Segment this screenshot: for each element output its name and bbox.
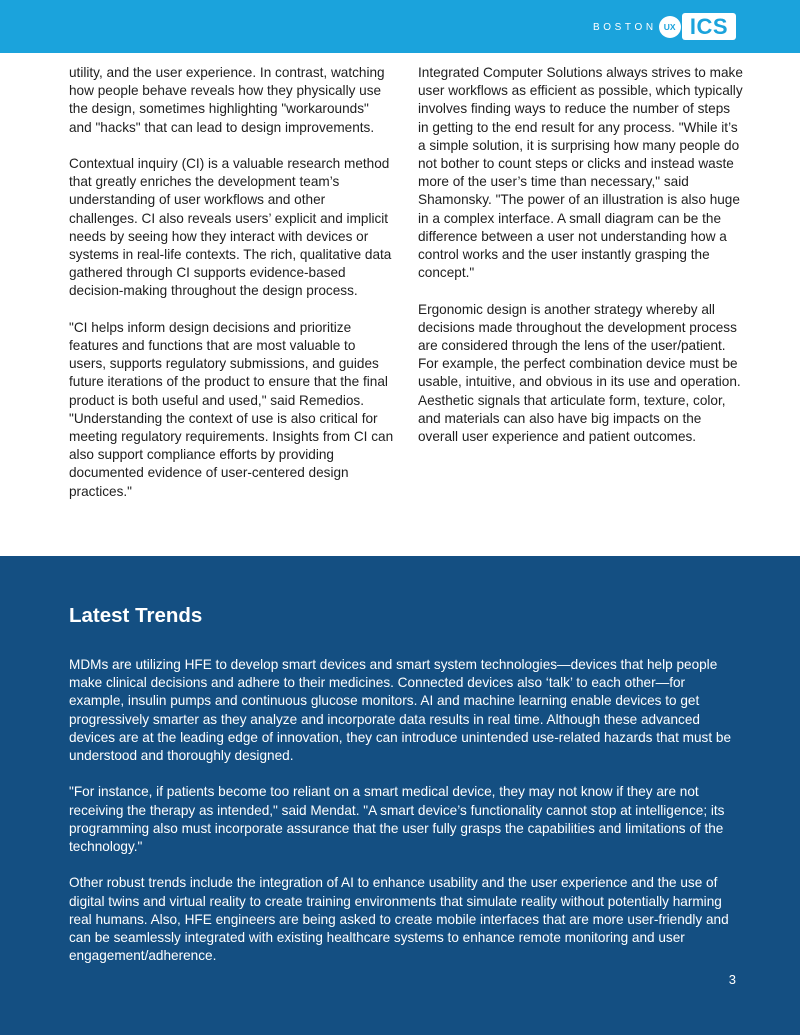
page-number: 3 bbox=[728, 972, 736, 987]
boston-ux-logo bbox=[593, 14, 681, 40]
ics-logo: ICS bbox=[682, 13, 736, 40]
latest-trends-section bbox=[0, 556, 800, 1035]
trends-body bbox=[69, 656, 739, 984]
right-paragraph-2: Ergonomic design is another strategy whereby all decisions made throughout the development process are considered through the lens of the user/patient. For example, the perfect combination device must be usable, intuitive, and obvious in its use and operation. Aesthetic signals that articulate form, texture, color, and materials can also have big impacts on the overall user experience and patient outcomes. bbox=[418, 301, 741, 445]
section-heading: Latest Trends bbox=[69, 604, 203, 627]
header-bar bbox=[0, 0, 800, 53]
right-column bbox=[418, 64, 744, 464]
left-paragraph-2: Contextual inquiry (CI) is a valuable research method that greatly enriches the development team’s understanding of user workflows and other challenges. CI also reveals users’ explicit and implicit needs by seeing how they interact with devices or systems in real-life contexts. The rich, qualitative data gathered through CI supports evidence-based decision-making throughout the design process. bbox=[69, 156, 392, 299]
left-paragraph-1: utility, and the user experience. In contrast, watching how people behave reveals how they physically use the design, sometimes highlighting "workarounds" and "hacks" that can lead to design improvements. bbox=[69, 65, 385, 135]
left-column bbox=[69, 64, 395, 519]
trends-paragraph-1: MDMs are utilizing HFE to develop smart devices and smart system technologies—devices that help people make clinical decisions and adhere to their medicines. Connected devices also ‘talk’ to each other—for example, insulin pumps and continuous glucose monitors. AI and machine learning enable devices to get progressively smarter as they analyze and incorporate data results in real time. Although these advanced devices are at the leading edge of innovation, they can introduce unintended use-related hazards that must be understood and thoroughly designed. bbox=[69, 657, 732, 764]
trends-paragraph-2: "For instance, if patients become too reliant on a smart medical device, they may not know if they are not receiving the therapy as intended," said Mendat. "A smart device’s functionality cannot stop at intelligence; its programming also must incorporate assurance that the user fully grasps the capabilities and limitations of the technology." bbox=[69, 784, 725, 855]
trends-paragraph-3: Other robust trends include the integration of AI to enhance usability and the user experience and the use of digital twins and virtual reality to create training environments that simulate reality without potentially harming real humans. Also, HFE engineers are being asked to create mobile interfaces that are more user-friendly and can be seamlessly integrated with existing healthcare systems to enhance remote monitoring and user engagement/adherence. bbox=[69, 875, 729, 964]
ux-logo-badge: UX bbox=[659, 16, 681, 38]
left-paragraph-3: "CI helps inform design decisions and prioritize features and functions that are most valuable to users, supports regulatory submissions, and guides future iterations of the product to ensure that the final product is both useful and used," said Remedios. "Understanding the context of use is also critical for meeting regulatory requirements. Insights from CI can also support compliance efforts by providing documented evidence of user-centered design practices." bbox=[69, 319, 394, 499]
right-paragraph-1: Integrated Computer Solutions always strives to make user workflows as efficient as possible, which typically involves finding ways to reduce the number of steps in getting to the end result for any process. "While it’s a simple solution, it is surprising how many people do not bother to count steps or clicks and instead waste more of the user’s time than necessary," said Shamonsky. "The power of an illustration is also huge in a complex interface. A small diagram can be the difference between a user not understanding how a control works and the user instantly grasping the concept." bbox=[418, 65, 743, 281]
boston-logo-text: BOSTON bbox=[593, 21, 657, 33]
